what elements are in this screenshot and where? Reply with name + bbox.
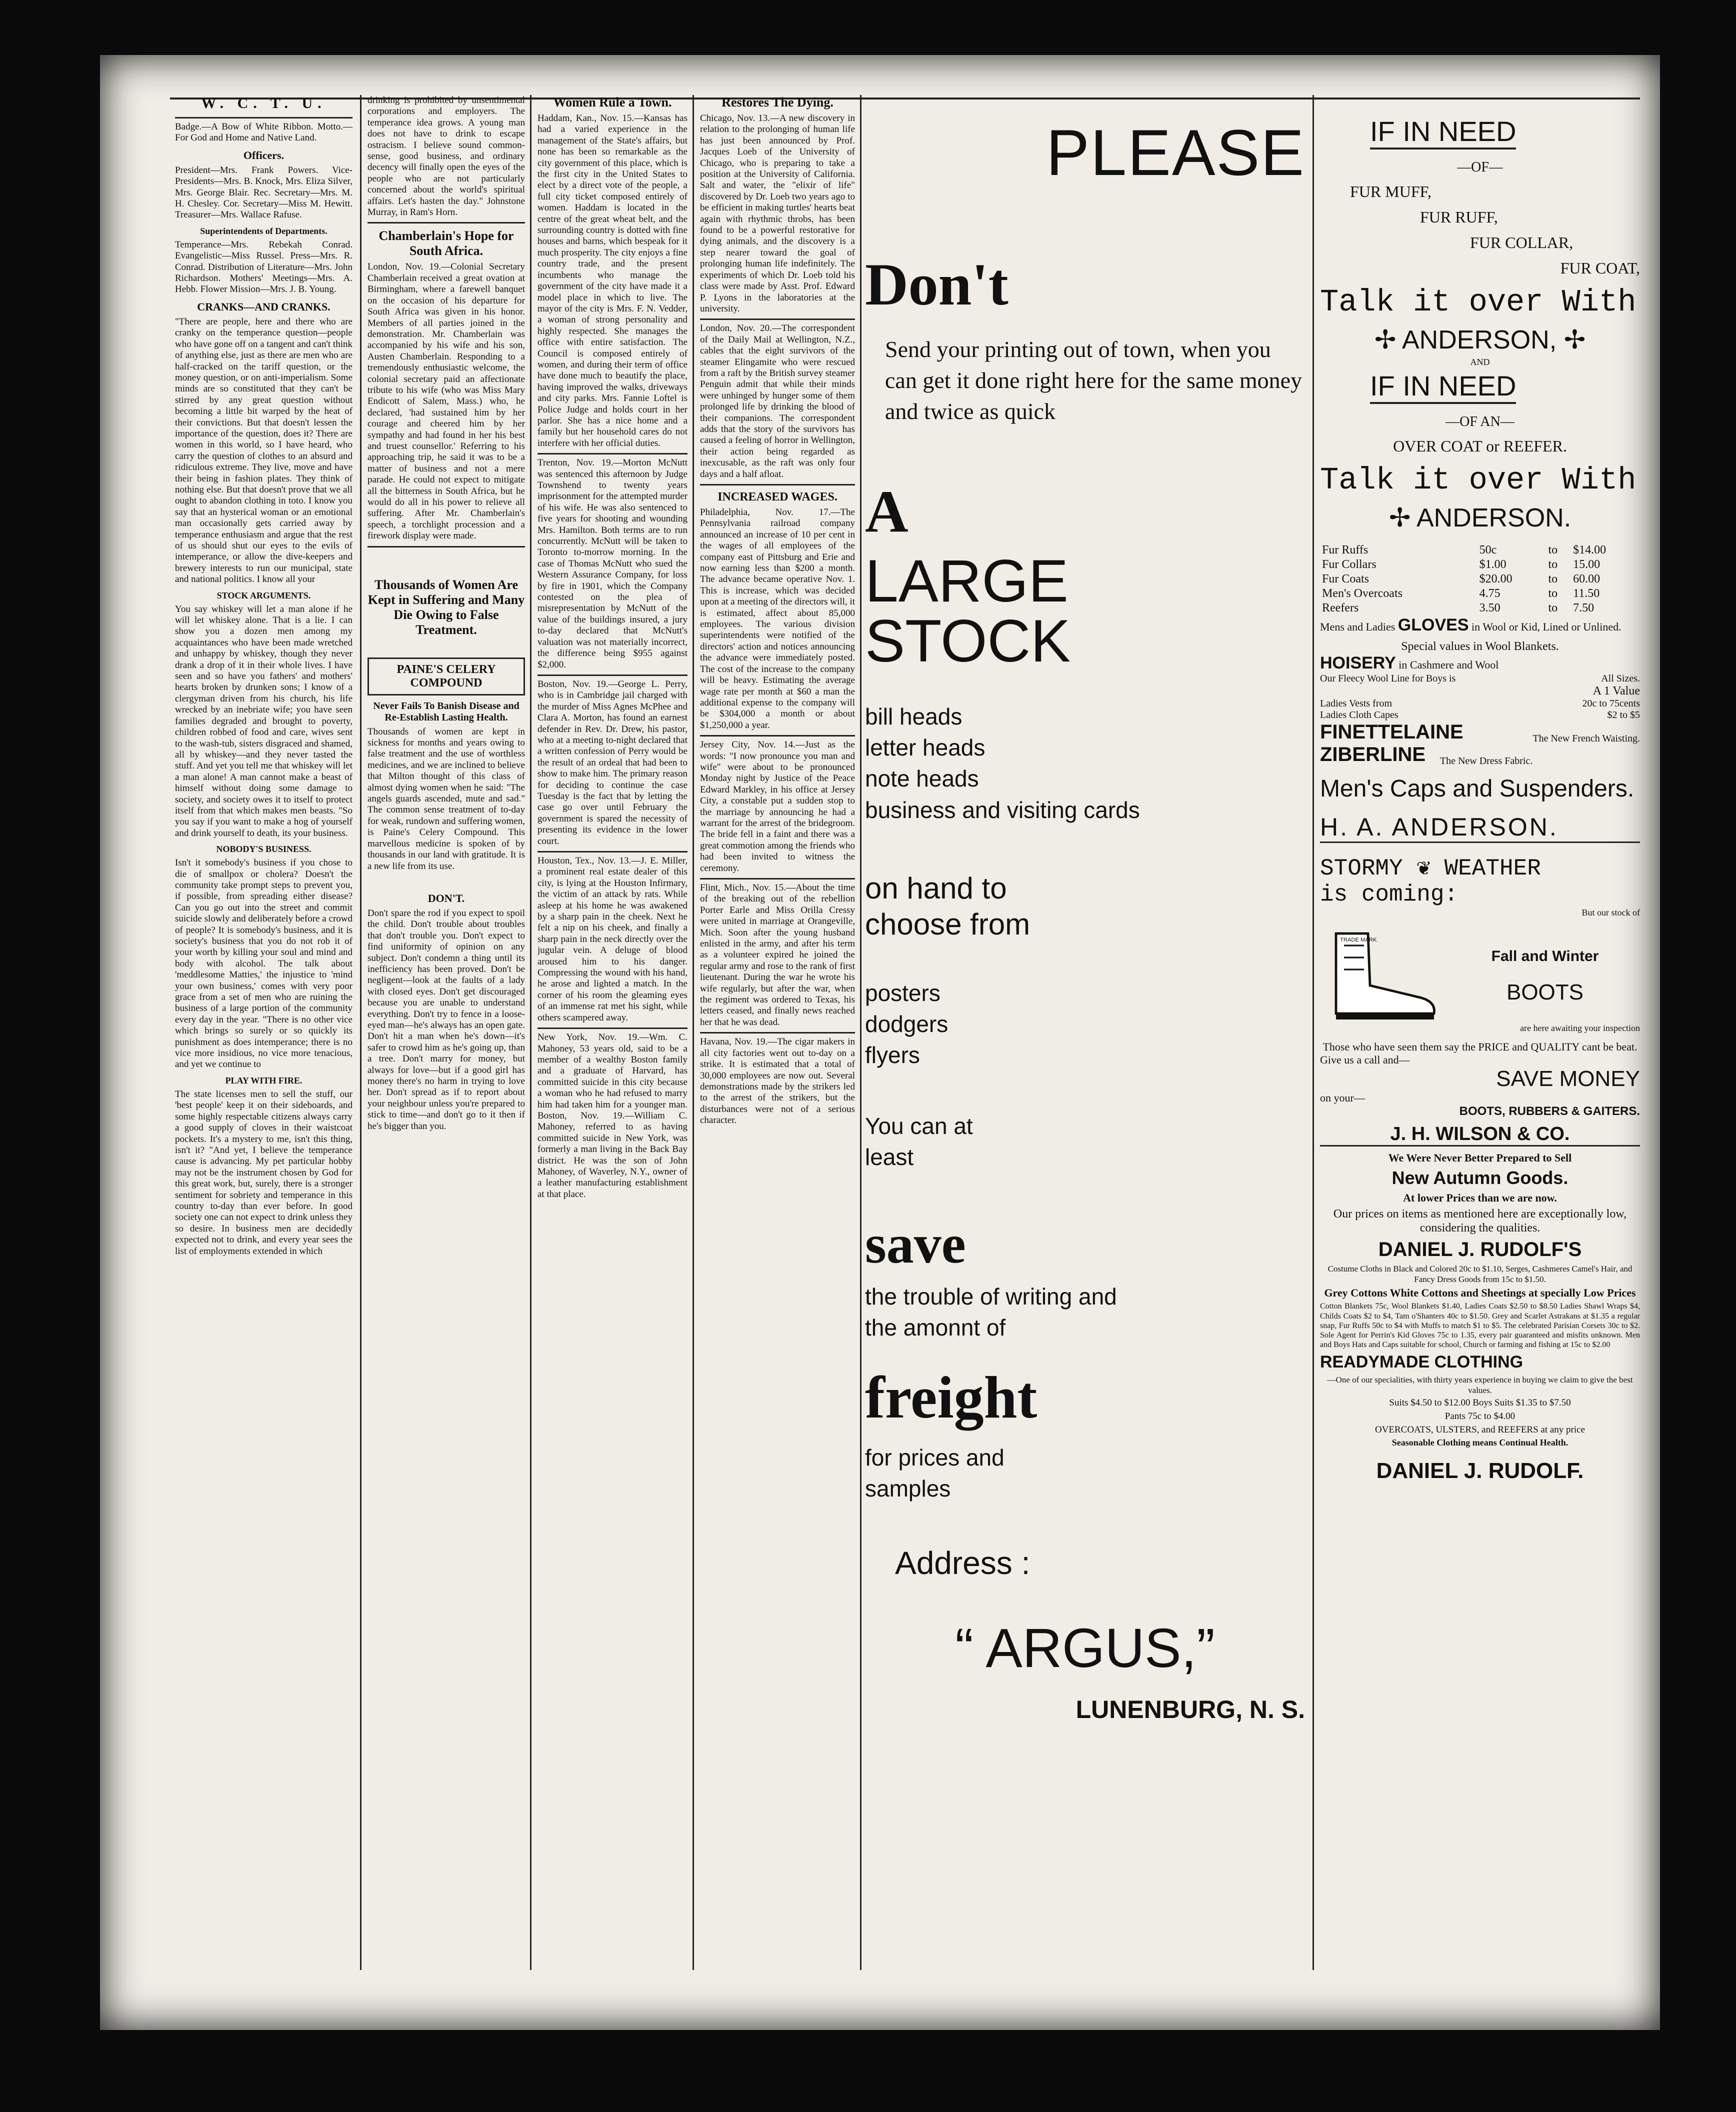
our-prices: Our prices on items as mentioned here are exceptionally low, considering the qualities.: [1333, 1207, 1627, 1235]
column-rule: [692, 95, 694, 1970]
on-your: on your—: [1320, 1091, 1365, 1104]
anderson-label: ANDERSON,: [1402, 326, 1557, 354]
ziberline-note: The New Dress Fabric.: [1440, 756, 1533, 766]
women-rule-heading: Women Rule a Town.: [553, 95, 672, 110]
divider: [538, 1028, 688, 1029]
officers-list: President—Mrs. Frank Powers. Vice-Presidents—Mrs. B. Knock, Mrs. Eliza Silver, Mrs. George Blair. Rec. Secretary—Mrs. M. H. Chesley. Cor. Secretary—Miss M. Hewitt. Treasurer—Mrs. Wallace Rafuse.: [175, 164, 352, 220]
if-in-need-heading: IF IN NEED: [1370, 115, 1516, 150]
divider: [700, 1032, 855, 1034]
divider: [368, 222, 525, 224]
ad-dont: Don't: [865, 251, 1008, 318]
talk-it-over: Talk it over With: [1320, 284, 1636, 320]
elingamite-body: London, Nov. 20.—The correspondent of the Daily Mail at Wellington, N.Z., cables that the eight survivors of the steamer Elingamite who were rescued from a raft by the British survey steamer Penguin admit that while their minds were unhinged by hunger some of them prolonged life by drinking the blood of their companions. The correspondent adds that the story of the survivors has caused a feeling of horror in Wellington, their action being regarded as inexcusable, as the raft was only four days and a half afloat.: [700, 323, 855, 480]
give-us-a-call: Give us a call and—: [1320, 1053, 1410, 1066]
rudolf-footer: DANIEL J. RUDOLF.: [1376, 1458, 1584, 1484]
fur-ruff: FUR RUFF,: [1420, 208, 1498, 226]
ornament-icon: ✢: [1388, 504, 1416, 532]
ornament-icon: ❦: [1416, 855, 1430, 882]
stock-arguments-body: You say whiskey will let a man alone if he will let whiskey alone. That is a lie. I can show you a dozen men among my acquaintances who have been made wretched and unhappy by whiskey, though they never drank a drop of it in their whole lives. I have seen and so have you fathers' and mothers' hearts broken by drunken sons; I know of a clergyman driven from his church, his life wrecked by an inebriate wife; you have seen families degraded and brought to poverty, children robbed of food and care, wives sent to the wash-tub, sisters disgraced and shamed, all by whiskey—and they never tasted the stuff. And yet you tell me that whiskey will let a man alone! A man cannot make a beast of himself without doing some damage to society, and society owes it to itself to protect itself from that which makes men beasts. "So you say if you want to make a hog of yourself and drink yourself to death, its your business.: [175, 604, 352, 838]
ad-trouble: the trouble of writing and the amonnt of: [865, 1284, 1117, 1341]
ad-stock: STOCK: [865, 608, 1071, 675]
price-row: Men's Overcoats 4.75 to 11.50: [1322, 587, 1600, 600]
all-sizes: All Sizes.: [1601, 673, 1640, 684]
play-with-fire-heading: PLAY WITH FIRE.: [225, 1075, 302, 1086]
divider: [700, 735, 855, 736]
price-row: Fur Ruffs 50c to $14.00: [1322, 544, 1606, 556]
ad-item: dodgers: [865, 1010, 948, 1037]
paines-celery-logo: PAINE'S CELERY COMPOUND: [368, 658, 525, 696]
anderson-name: [1320, 325, 1640, 355]
column-wctu: [175, 95, 352, 1965]
ad-item: flyers: [865, 1042, 920, 1068]
perry-body: Boston, Nov. 19.—George L. Perry, who is in Cambridge jail charged with the murder of Miss Agnes McPhee and Clara A. Morton, has found an earnest defender in Rev. Dr. Drew, his pastor, who at a meeting to-night declared that a written confession of Perry would be the result of an ordeal that had been to show to make him. The primary reason for deciding to continue the case Tuesday is the fact that by letting the case go over until February the government is spared the necessity of presenting its evidence in the lower court.: [538, 678, 688, 846]
capes-price: $2 to $5: [1607, 710, 1640, 720]
fur-collar: FUR COLLAR,: [1470, 234, 1574, 252]
fall-and-winter: Fall and Winter: [1491, 948, 1599, 964]
divider: [368, 546, 525, 548]
stormy-weather: [1320, 853, 1640, 882]
increased-wages-body: Philadelphia, Nov. 17.—The Pennsylvania railroad company announced an increase of 10 per cent in the wages of all employees of the company east of Pittsburg and Erie and now earning less than $200 a month. The advance became operative Nov. 1. This is increase, which was decided upon at a meeting of the directors will, it is estimated, affect about 85,000 employees. The various division superintendents were notified of the directors' action and notices announcing the advance were immediately posted. The cost of the increase to the company will be heavy. Estimating the average wage rate per month at $60 a man the additional expense to the company will be $304,000 a month or about $1,250,000 a year.: [700, 507, 855, 730]
finettelaine: FINETTELAINE: [1320, 721, 1464, 743]
stock-arguments-heading: STOCK ARGUMENTS.: [216, 590, 311, 600]
ha-anderson: H. A. ANDERSON.: [1320, 812, 1640, 843]
never-better: We Were Never Better Prepared to Sell: [1388, 1151, 1572, 1164]
blankets-list: Cotton Blankets 75c, Wool Blankets $1.40, Ladies Coats $2.50 to $8.50 Ladies Shawl Wraps $4, Childs Coats $2 to $4, Tam o'Shanters 40c to $1.50. Grey and Scarlet Astrakans at $1.35 a regular snap, Fur Ruffs 50c to $4 with Muffs to match $1 to $5. The celebrated Parisian Corsets 30c to $2. Sole Agent for Perrin's Kid Gloves 75c to 1.35, every pair guaranteed and misfits unknown. Men and Boys Hats and Caps suitable for school, Church or farming and fishing at 15c to $2.00: [1320, 1302, 1640, 1350]
stormy: STORMY: [1320, 855, 1403, 882]
is-coming: is coming:: [1320, 881, 1458, 908]
costume-cloths: Costume Cloths in Black and Colored 20c to $1.10, Serges, Cashmeres Camel's Hair, and Fancy Dress Goods from 15c to $1.50.: [1328, 1264, 1632, 1284]
rudolf-ad: [1320, 1152, 1640, 1484]
ad-item: letter heads: [865, 734, 986, 761]
boot-illustration-icon: [1320, 928, 1440, 1023]
fleecy-line: [1320, 673, 1640, 684]
column-rule: [530, 95, 532, 1970]
ad-freight: freight: [865, 1364, 1038, 1431]
readymade-clothing: READYMADE CLOTHING: [1320, 1352, 1524, 1372]
talk-it-over-2: Talk it over With: [1320, 462, 1636, 498]
finettelaine-line: [1320, 721, 1640, 744]
fur-coat: FUR COAT,: [1560, 259, 1640, 277]
if-in-need-heading-2: IF IN NEED: [1370, 370, 1516, 404]
restores-dying-heading: Restores The Dying.: [722, 95, 834, 110]
hoisery-line: [1320, 654, 1640, 673]
price-row: Fur Collars $1.00 to 15.00: [1322, 558, 1600, 571]
boot-trademark: TRADE MARK: [1340, 936, 1377, 943]
hoisery-note: in Cashmere and Wool: [1398, 658, 1499, 671]
blankets: Special values in Wool Blankets.: [1401, 640, 1559, 653]
ad-lunenburg: LUNENBURG, N. S.: [1076, 1695, 1305, 1724]
vests-price: 20c to 75cents: [1582, 698, 1640, 709]
women-suffering-heading: Thousands of Women Are Kept in Suffering and Many Die Owing to False Treatment.: [368, 577, 525, 637]
price-row: Reefers 3.50 to 7.50: [1322, 602, 1594, 614]
ad-item: posters: [865, 980, 940, 1006]
save-money: SAVE MONEY: [1496, 1066, 1640, 1091]
of-label: —OF—: [1457, 160, 1503, 175]
finettelaine-note: The New French Waisting.: [1532, 733, 1640, 744]
weather: WEATHER: [1444, 855, 1541, 882]
wctu-masthead: W. C. T. U.: [201, 95, 326, 112]
ad-item: bill heads: [865, 704, 962, 730]
jersey-city-body: Jersey City, Nov. 14.—Just as the words: "I now pronounce you man and wife" were about to be pronounced Monday night by Justice of the Peace Edward Markley, in his office at Jersey City, a constable put a sudden stop to the marriage by announcing he had a warrant for the arrest of the bridegroom. The bride fell in a faint and there was a great commotion among the friends who had been invited to witness the ceremony.: [700, 740, 855, 874]
anderson-name-2: [1320, 503, 1640, 533]
divider: [700, 484, 855, 486]
divider: [700, 318, 855, 320]
pants: Pants 75c to $4.00: [1444, 1410, 1516, 1422]
new-autumn-goods: New Autumn Goods.: [1392, 1168, 1568, 1188]
dont-body: Don't spare the rod if you expect to spoil the child. Don't trouble about troubles that don't trouble you. Don't expect to find uniformity of opinion on any subject. Don't condemn a thing until its inefficiency has been proved. Don't be negligent—look at the faults of a lady with closed eyes. Don't get discouraged because you are unable to understand everything. Don't try to fence in a loose-eyed man—he's always has an open gate. Don't hit a man when he's down—it's safer to crowd him as he's going up, than a tree. Don't marry for money, but always for love—but if a good girl has money there's no harm in trying to love her. Don't spread as if to report about your neighbour unless you're prepared to stick to time—and don't go to it then if he's bigger than you.: [368, 908, 525, 1132]
grey-cottons: Grey Cottons White Cottons and Sheetings at specially Low Prices: [1324, 1286, 1636, 1299]
divider: [538, 851, 688, 852]
suits: Suits $4.50 to $12.00 Boys Suits $1.35 to $7.50: [1389, 1398, 1571, 1408]
nobodys-business-body: Isn't it somebody's business if you chose to die of smallpox or cholera? Doesn't the community take prompt steps to prevent you, if possible, from spreading either disease? Can you go out into the street and commit suicide slowly and deliberately before a crowd of people? It is somebody's business, and it is society's business that you do not rob it of your worth by killing your soul and mind and body with alcohol. The talk about 'meddlesome Matties,' the injustice to 'mind your own business,' comes with very poor grace from a set of men who are ruining the business of a large portion of the community every day in the year. "There is no other vice which brings so surely or so quickly its punishment as does intemperance; there is no vice more insidious, no vice more tenacious, and yet we continue to: [175, 858, 352, 1070]
mens-ladies: Mens and Ladies: [1320, 620, 1396, 633]
ad-address: Address :: [895, 1544, 1030, 1581]
column-rule: [360, 95, 362, 1970]
divider: [175, 117, 352, 118]
of-an-label: —OF AN—: [1446, 414, 1514, 430]
lower-prices: At lower Prices than we are now.: [1403, 1192, 1557, 1204]
restores-dying-body: Chicago, Nov. 13.—A new discovery in relation to the prolonging of human life has just been announced by Prof. Jacques Loeb of the University of Chicago, who is preparing to take a position at the University of California. Salt and water, the "elixir of life" discovered by Dr. Loeb two years ago to be efficient in making turtles' hearts beat again with rhythmic throbs, has been found to be a powerful restorative for dying animals, and the discovery is a step nearer toward the goal of prolonging human life indefinitely. The experiments of which Dr. Loeb told his class were made by Asst. Prof. Edward P. Lyons in the laboratories at the university.: [700, 113, 855, 314]
fur-muff: FUR MUFF,: [1350, 182, 1432, 200]
a1-value: A 1 Value: [1592, 684, 1640, 698]
caps-suspenders: Men's Caps and Suspenders.: [1320, 776, 1634, 802]
ad-please: PLEASE: [1046, 116, 1305, 189]
ad-argus-name: “ ARGUS,”: [955, 1617, 1215, 1679]
ornament-icon: ✢: [1556, 326, 1586, 354]
and-label: AND: [1470, 357, 1490, 367]
paines-subheading: Never Fails To Banish Disease and Re-Establish Lasting Health.: [373, 700, 520, 723]
wilson-ad: [1320, 853, 1640, 1146]
fur-price-table: [1320, 543, 1640, 616]
column-rule: [860, 95, 862, 1970]
specialties: —One of our specialities, with thirty years experience in buying we claim to give the best values.: [1327, 1375, 1633, 1395]
vests-line: [1320, 698, 1640, 710]
divider: [538, 453, 688, 454]
women-rule-body: Haddam, Kan., Nov. 15.—Kansas has had a varied experience in the management of the State's affairs, but none has been so remarkable as the city government of this place, which is the first city in the United States to elect by a direct vote of the people, a full city ticket composed entirely of women. Haddam is located in the centre of the great wheat belt, and the surrounding country is dotted with fine houses and barns, which bespeak for it much prosperity. The city enjoys a fine country trade, and the present incumbents who manage the government of the city have made it a model place in which to live. The mayor of the city is Mrs. F. N. Vedder, a woman of strong personality and highly respected. She manages the office with entire satisfaction. The Council is composed entirely of women, and during their term of office have done much to beautify the place, having improved the walks, driveways and city parks. Mrs. Fannie Loftel is Police Judge and holds court in her parlor. She has a nice home and a family but her household cares do not interfere with her official duties.: [538, 113, 688, 448]
ad-item-list: [865, 701, 1305, 825]
mahoney-body: New York, Nov. 19.—Wm. C. Mahoney, 53 years old, said to be a member of a wealthy Boston family and a graduate of Harvard, has committed suicide in this city because a woman who he had refused to marry him had taken him for a younger man. Boston, Nov. 19.—William C. Mahoney, referred to as having committed suicide in New York, was formerly a man living in the Back Bay district. He was the son of John Mahoney, of Waverley, N.Y., owner of a leather manufacturing establishment at that place.: [538, 1032, 688, 1200]
wctu-motto: Badge.—A Bow of White Ribbon. Motto.—For God and Home and Native Land.: [175, 122, 352, 144]
gloves: GLOVES: [1398, 616, 1469, 634]
seasonable: Seasonable Clothing means Continual Health.: [1392, 1438, 1568, 1448]
chamberlain-body: London, Nov. 19.—Colonial Secretary Chamberlain received a great ovation at Birmingham, where a farewell banquet on the occasion of his departure for South Africa was given in his honor. Members of all parties joined in the demonstration. Mr. Chamberlain was accompanied by his wife and his son, Austen Chamberlain. Responding to a tremendously enthusiastic welcome, the colonial secretary paid an affectionate tribute to his wife (who was Miss Mary Endicott of Salem, Mass.) who, he declared, 'had sustained him by her courage and cheered him by her sympathy and had found in her his best and truest counsellor.' Referring to his approaching trip, he said it was to be a matter of business and not a mere parade. He could not expect to mitigate all the bitterness in South Africa, but he would do all in his power to relieve all suffering. After Mr. Chamberlain's speech, a torchlight procession and a firework display were made.: [368, 262, 525, 542]
cranks-body: "There are people, here and there who are cranky on the temperance question—people who have gone off on a tangent and can't think of anything else, just as there are men who are half-cracked on the tariff question, or the money question, or on anti-imperialism. Some minds are so constituted that they can't be stirred by any great question without becoming a little bit warped by the heat of their convictions. But that doesn't lessen the importance of the question, does it? There are women in this world, so I have heard, who carry the question of clothes to an absurd and ridiculous extreme. They live, move and have their being in fashion plates. They think of nothing else. But that doesn't prove that we all ought to abandon clothing in toto. I know you say that an hysterical woman or an emotional man occasionally gets carried away by temperance enthusiasm and argue that the rest of us should shut our eyes to the evils of intemperance, or allow the dive-keepers and brewery interests to run our municipal, state and national politics. I know all your: [175, 316, 352, 585]
ad-prices: for prices and samples: [865, 1444, 1004, 1502]
ziberline: ZIBERLINE: [1320, 744, 1426, 766]
capes-line: [1320, 710, 1640, 721]
ad-on-hand: on hand to choose from: [865, 871, 1030, 941]
capes: Ladies Cloth Capes: [1320, 710, 1398, 720]
wilson-name: J. H. WILSON & CO.: [1320, 1124, 1640, 1146]
havana-body: Havana, Nov. 19.—The cigar makers in all city factories went out to-day on a strike. It is estimated that a total of 30,000 employees are now out. Several demonstrations made by the strikers led to the arrest of the strikers, but the disturbances were not of a serious character.: [700, 1036, 855, 1126]
superintendents-heading: Superintendents of Departments.: [200, 226, 328, 236]
ziberline-line: [1320, 744, 1640, 766]
officers-heading: Officers.: [243, 148, 284, 162]
increased-wages-heading: INCREASED WAGES.: [718, 490, 838, 504]
dont-heading: DON'T.: [428, 892, 465, 904]
argus-printing-ad: [865, 115, 1305, 1965]
superintendents-list: Temperance—Mrs. Rebekah Conrad. Evangelistic—Miss Russel. Press—Mrs. R. Conrad. Distribution of Literature—Mrs. John Richardson. Mothers' Meetings—Mrs. A. Hebb. Flower Mission—Mrs. J. B. Young.: [175, 239, 352, 295]
ad-large: LARGE: [865, 548, 1068, 615]
ad-you-can: You can at least: [865, 1112, 973, 1170]
flint-body: Flint, Mich., Nov. 15.—About the time of the breaking out of the rebellion Porter Earle and Miss Orilla Cressy were united in marriage at Orangeville, Mich. Soon after the young husband enlisted in the army, and after his term as a volunteer expired he joined the regular army and rose to the rank of first lieutenant. During the war he wrote his wife regularly, but after the war, when the regiment was ordered to Texas, his letters ceased, and finally news reached her that he was dead.: [700, 882, 855, 1028]
column-two: [368, 95, 525, 1965]
fleecy: Our Fleecy Wool Line for Boys is: [1320, 673, 1456, 684]
newspaper-page: [100, 55, 1660, 2030]
ad-save: save: [865, 1214, 966, 1275]
ad-item: note heads: [865, 766, 979, 792]
overcoats: OVERCOATS, ULSTERS, and REEFERS at any price: [1374, 1424, 1586, 1435]
chamberlain-heading: Chamberlain's Hope for South Africa.: [378, 228, 514, 258]
rubbers-gaiters: BOOTS, RUBBERS & GAITERS.: [1459, 1104, 1640, 1118]
overcoat-reefer: OVER COAT or REEFER.: [1393, 437, 1567, 455]
awaiting: are here awaiting your inspection: [1520, 1022, 1640, 1033]
hoisery: HOISERY: [1320, 654, 1396, 672]
vests: Ladies Vests from: [1320, 698, 1392, 709]
nobodys-business-heading: NOBODY'S BUSINESS.: [216, 844, 312, 854]
price-row: Fur Coats $20.00 to 60.00: [1322, 572, 1600, 586]
gloves-note: in Wool or Kid, Lined or Unlined.: [1472, 620, 1622, 633]
those-who-have-seen: Those who have seen them say the PRICE and QUALITY cant be beat.: [1322, 1040, 1638, 1053]
column-three: [538, 95, 688, 1965]
anderson-label-2: ANDERSON.: [1416, 504, 1572, 532]
ornament-icon: ✢: [1374, 326, 1402, 354]
temperance-continued: drinking is prohibited by unsentimental corporations and employers. The temperance idea grows. A young man does not have to drink to escape ostracism. I believe sound common-sense, good business, and ordinary decency will finally open the eyes of the people who are not particularly concerned about the world's spiritual affairs. Let's hasten the day." Johnstone Murray, in Ram's Horn.: [368, 95, 525, 218]
divider: [538, 674, 688, 676]
ad-item: business and visiting cards: [865, 796, 1140, 823]
ad-a: A: [865, 478, 908, 545]
ad-item-list-2: [865, 978, 1305, 1070]
rudolf-name: DANIEL J. RUDOLF'S: [1378, 1238, 1582, 1261]
anderson-ad-column: [1320, 115, 1640, 1965]
play-with-fire-body: The state licenses men to sell the stuff, our 'best people' keep it on their sideboards, and some highly respectable citizens always carry a good supply of cloves in their waistcoat pockets. It's a mystery to me, isn't this thing, isn't it? "And yet, I believe the temperance cause is advancing. My pet particular hobby may not be the instrument chosen by God for this great work, but, surely, there is a stronger sentiment for sobriety and temperance in this country to-day than ever before. In good society one can not expect to drink unless they so desire. In business men are decidedly expected not to drink, and every year sees the list of employments extended in which: [175, 1088, 352, 1256]
boots: BOOTS: [1506, 980, 1584, 1004]
cranks-heading: CRANKS—AND CRANKS.: [197, 300, 330, 313]
column-rule: [1312, 95, 1314, 1970]
divider: [700, 878, 855, 880]
mcnutt-body: Trenton, Nov. 19.—Morton McNutt was sentenced this afternoon by Judge Townshend to twenty years imprisonment for the attempted murder of his wife. He was also sentenced to five years for shooting and wounding Mrs. Hamilton. Both terms are to run concurrently. McNutt will be taken to Toronto to-morrow morning. In the case of Thomas McNutt who sued the Western Assurance Company, for loss by fire in 1901, which the Company contested on the plea of misrepresentation by McNutt of the value of the buildings insured, a jury to-day declared that McNutt's valuation was not materially incorrect, the difference being $955 against $2,000.: [538, 458, 688, 670]
but-our-stock: But our stock of: [1582, 907, 1640, 918]
paines-body: Thousands of women are kept in sickness for months and years owing to false treatment and the use of worthless medicines, and we are inclined to believe that Milton thought of this class of almost dying women when he said: "The angels guards ascended, mute and sad." The common sense treatment of to-day for weak, rundown and suffering women, is Paine's Celery Compound. This marvellous medicine is spoken of by thousands in our land with gratitude. It is a new life from its use.: [368, 726, 525, 872]
ad-send-printing: Send your printing out of town, when you can get it done right here for the same money and twice as quick: [885, 336, 1302, 424]
column-four: [700, 95, 855, 1965]
gloves-line: [1320, 616, 1640, 635]
rats-body: Houston, Tex., Nov. 13.—J. E. Miller, a prominent real estate dealer of this city, is lying at the Houston Infirmary, the victim of an attack by rats. While asleep at his home he was awakened by a sharp pain in the cheek. Next he felt a nip on his cheek, and finally a sharp pain in the neck directly over the jugular vein. A deluge of blood aroused him to his danger. Compressing the wound with his hand, he arose and lighted a match. In the corner of his room the gleaming eyes of an immense rat met his sight, while others scampered away.: [538, 856, 688, 1023]
